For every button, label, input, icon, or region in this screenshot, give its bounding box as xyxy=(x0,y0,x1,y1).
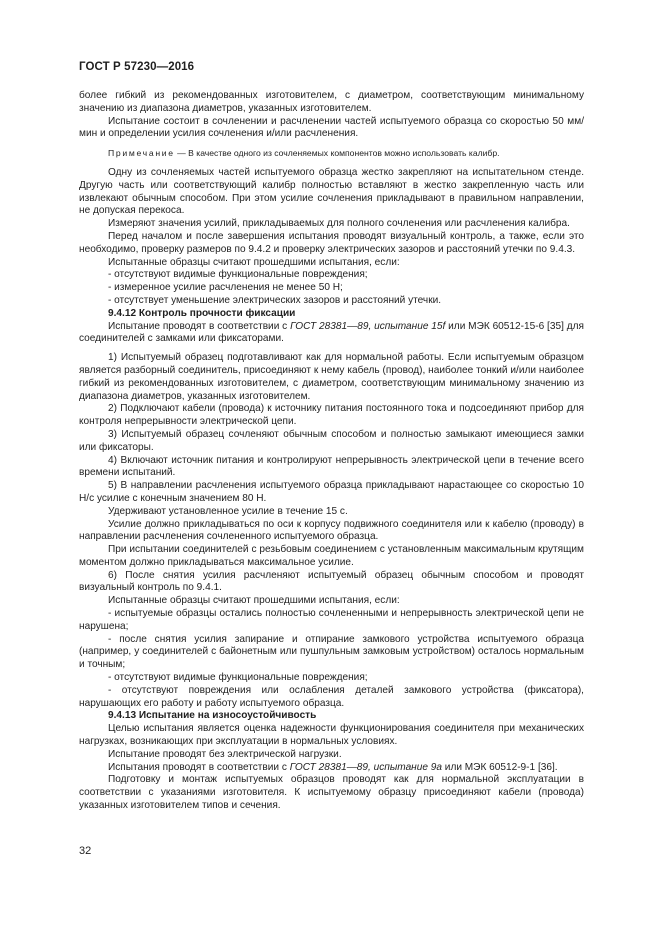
paragraph: При испытании соединителей с резьбовым соединением с установленным максимальным крутящим моментом должно прикладываться максимальное усилие. xyxy=(79,544,584,568)
list-item: - измеренное усилие расчленения не менее 50 Н; xyxy=(108,282,343,294)
paragraph: Одну из сочленяемых частей испытуемого образца жестко закрепляют на испытательном стенде. Другую часть или соответствующий калибр полностью вставляют в жестко закрепленную часть или извлекают обычным способом. При этом усилие сочленения прикладывают в правильном направлении, не допуская перекоса. xyxy=(79,166,584,217)
step-item: 6) После снятия усилия расчленяют испытуемый образец обычным способом и проводят визуальный контроль по 9.4.1. xyxy=(79,569,584,594)
step-item: 2) Подключают кабели (провода) к источнику питания постоянного тока и подсоединяют прибор для контроля непрерывности электрической цепи. xyxy=(79,403,584,428)
text-run: Испытание проводят в соответствии с xyxy=(108,320,291,332)
paragraph xyxy=(79,762,584,775)
note xyxy=(79,147,584,160)
paragraph: Усилие должно прикладываться по оси к корпусу подвижного соединителя или к кабелю (проводу) в направлении расчленения сочлененного испытуемого образца. xyxy=(79,518,584,543)
list-item: - после снятия усилия запирание и отпирание замкового устройства испытуемого образца (например, у соединителей с байонетным или пушпульным замковым устройством) осталось нормальным и точным; xyxy=(79,633,584,671)
list-item: - отсутствуют видимые функциональные повреждения; xyxy=(108,269,368,281)
list-item: - отсутствует уменьшение электрических зазоров и расстояний утечки. xyxy=(108,294,442,306)
step-item: 3) Испытуемый образец сочленяют обычным способом и полностью замыкают имеющиеся замки или фиксаторы. xyxy=(79,428,584,453)
step-item: 4) Включают источник питания и контролируют непрерывность электрической цепи в течение всего времени испытаний. xyxy=(79,454,584,479)
page-body xyxy=(79,90,584,813)
paragraph: Испытание состоит в сочленении и расчленении частей испытуемого образца со скоростью 50 мм/мин и определении усилия сочленения и/или расчленения. xyxy=(79,115,584,140)
list-item: - отсутствуют видимые функциональные повреждения; xyxy=(108,672,368,684)
standard-reference: ГОСТ 28381—89, испытание 9a xyxy=(289,761,442,773)
text-run: или МЭК 60512-15-6 [35] для соединителей с замками или фиксаторами. xyxy=(79,320,584,345)
list-item: - отсутствуют повреждения или ослабления деталей замкового устройства (фиксатора), нарушающих его работу и работу испытуемого образца. xyxy=(79,684,584,709)
paragraph: Измеряют значения усилий, прикладываемых для полного сочленения или расчленения калибра. xyxy=(108,218,570,230)
note-text: В качестве одного из сочленяемых компонентов можно использовать калибр. xyxy=(188,148,500,159)
paragraph: более гибкий из рекомендованных изготовителем, с диаметром, соответствующим минимальному значению из диапазона диаметров, указанных изготовителем. xyxy=(79,90,584,114)
step-item: 1) Испытуемый образец подготавливают как для нормальной работы. Если испытуемым образцом является разборный соединитель, присоединяют к нему кабель (провод), наиболее тонкий и/или наиболее гибкий из рекомендованных изготовителем, с диаметром, соответствующим минимальному значению из диапазона диаметров, указанных изготовителем. xyxy=(79,352,584,402)
paragraph: Перед началом и после завершения испытания проводят визуальный контроль, а также, если это необходимо, проверку размеров по 9.4.2 и проверку электрических зазоров и расстояний утечки по 9.4.3. xyxy=(79,230,584,255)
text-run: Испытания проводят в соответствии с xyxy=(108,761,290,773)
paragraph: Целью испытания является оценка надежности функционирования соединителя при механических нагрузках, возникающих при эксплуатации в нормальных условиях. xyxy=(79,723,584,748)
note-dash: — xyxy=(174,148,189,159)
paragraph xyxy=(79,321,584,347)
standard-reference: ГОСТ 28381—89, испытание 15f xyxy=(290,320,446,332)
text-run: или МЭК 60512-9-1 [36]. xyxy=(442,761,558,773)
page-number: 32 xyxy=(79,845,92,857)
section-heading: 9.4.13 Испытание на износоустойчивость xyxy=(108,710,317,722)
step-item: 5) В направлении расчленения испытуемого образца прикладывают нарастающее со скоростью 10 Н/с усилие с конечным значением 80 Н. xyxy=(79,480,584,504)
paragraph: Удерживают установленное усилие в течение 15 с. xyxy=(108,505,348,517)
list-item: - испытуемые образцы остались полностью сочлененными и непрерывность электрической цепи не нарушена; xyxy=(79,608,584,632)
paragraph: Подготовку и монтаж испытуемых образцов проводят как для нормальной эксплуатации в соответствии с указаниями изготовителя. К испытуемому образцу присоединяют кабели (провода) указанных изготовителем типов и сечения. xyxy=(79,774,584,812)
document-header: ГОСТ Р 57230—2016 xyxy=(79,61,195,73)
paragraph: Испытанные образцы считают прошедшими испытания, если: xyxy=(108,256,400,268)
paragraph: Испытание проводят без электрической нагрузки. xyxy=(108,748,342,760)
paragraph: Испытанные образцы считают прошедшими испытания, если: xyxy=(108,595,400,607)
note-label: Примечание xyxy=(108,148,175,159)
section-heading: 9.4.12 Контроль прочности фиксации xyxy=(108,307,296,319)
